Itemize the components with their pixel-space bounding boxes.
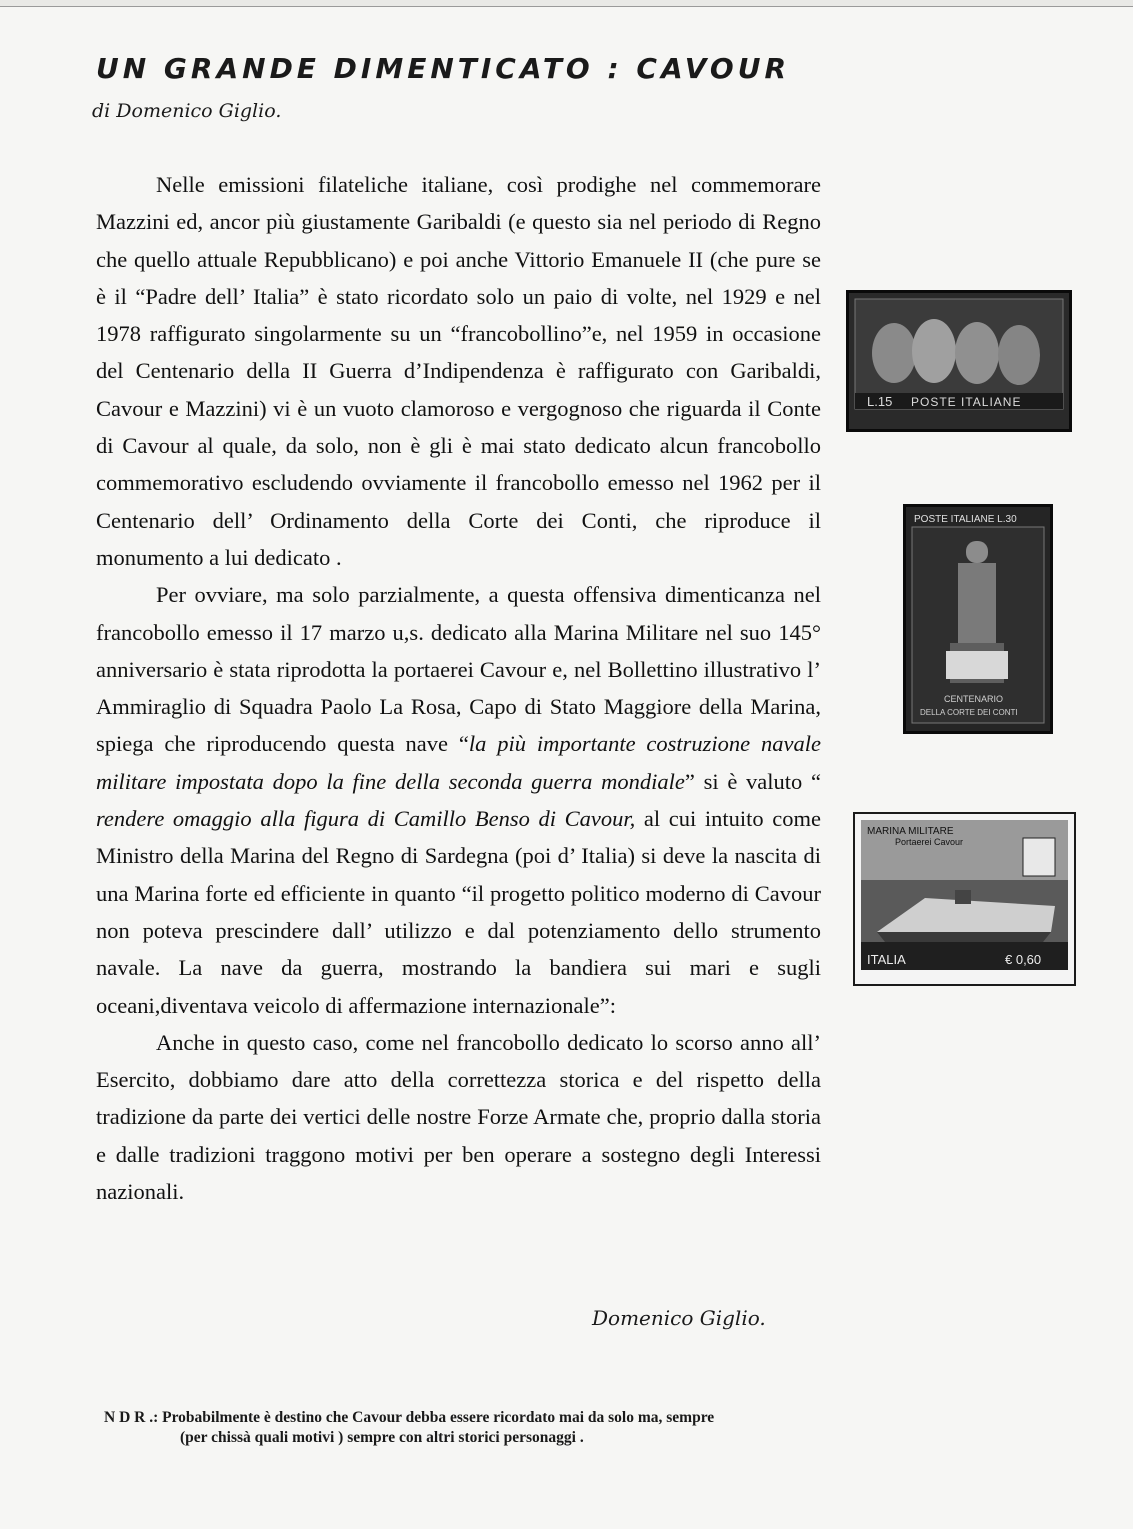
- editor-note-line-1: N D R .: Probabilmente è destino che Cavour debba essere ricordato mai da solo ma, sempre: [104, 1409, 715, 1426]
- paragraph-3: Anche in questo caso, come nel francobollo dedicato lo scorso anno all’ Esercito, dobbiamo dare atto della correttezza storica e del rispetto della tradizione da parte dei vertici delle nostre Forze Armate che, proprio dalla storia e dalle tradizioni traggono motivi per ben operare a sostegno degli Interessi nazionali.: [96, 1029, 821, 1205]
- stamp-2-footer-2: DELLA CORTE DEI CONTI: [920, 708, 1018, 717]
- editor-note: [104, 1408, 904, 1448]
- stamp-1-country: POSTE ITALIANE: [911, 395, 1022, 409]
- portraits-stamp: [846, 290, 1072, 432]
- stamp-1-value: L.15: [867, 394, 893, 409]
- paragraph-2-part-c: al cui intuito come Ministro della Marina del Regno di Sardegna (poi d’ Italia) si deve la nascita di una Marina forte ed efficiente in quanto “il progetto politico moderno di Cavour non poteva prescindere dall’ utilizzo e dal potenziamento dello strumento navale. La nave da guerra, mostrando la bandiera sui mari e sugli oceani,diventava veicolo di affermazione internazionale”:: [96, 806, 821, 1018]
- stamp-3-header-1: MARINA MILITARE: [867, 826, 954, 837]
- paragraph-1: Nelle emissioni filateliche italiane, così prodighe nel commemorare Mazzini ed, ancor più giustamente Garibaldi (e questo sia nel periodo di Regno che quello attuale Repubblicano) e poi anche Vittorio Emanuele II (che pure se è il “Padre dell’ Italia” è stato ricordato solo un paio di volte, nel 1929 e nel 1978 raffigurato singolarmente su un “francobollino”e, nel 1959 in occasione del Centenario della II Guerra d’Indipendenza è raffigurato con Garibaldi, Cavour e Mazzini) vi è un vuoto clamoroso e vergognoso che riguarda il Conte di Cavour al quale, da solo, non è gli è mai stato dedicato alcun francobollo commemorativo escludendo ovviamente il francobollo emesso nel 1962 per il Centenario dell’ Ordinamento della Corte dei Conti, che riproduce il monumento a lui dedicato .: [96, 172, 821, 570]
- stamp-3-country: ITALIA: [867, 952, 906, 967]
- article-byline: di Domenico Giglio.: [92, 100, 282, 122]
- paragraph-2: [96, 576, 821, 1024]
- article-title: UN GRANDE DIMENTICATO : CAVOUR: [96, 52, 791, 85]
- paragraph-2-part-b: ” si è valuto “: [684, 768, 821, 794]
- editor-note-line-2: (per chissà quali motivi ) sempre con altri storici personaggi .: [180, 1429, 584, 1446]
- aircraft-carrier-stamp: [853, 812, 1076, 986]
- page-top-edge: [0, 0, 1133, 7]
- stamp-2-header: POSTE ITALIANE L.30: [914, 514, 1017, 525]
- paragraph-2-quote-2: rendere omaggio alla figura di Camillo Benso di Cavour,: [96, 806, 636, 832]
- paragraph-2-quote-1: la più importante costruzione navale militare impostata dopo la fine della seconda guerra mondiale: [96, 731, 822, 794]
- monument-stamp: [903, 504, 1053, 734]
- stamp-3-header-2: Portaerei Cavour: [895, 837, 964, 847]
- stamp-3-value: € 0,60: [1005, 952, 1042, 967]
- paragraph-2-part-a: Per ovviare, ma solo parzialmente, a questa offensiva dimenticanza nel francobollo emesso il 17 marzo u,s. dedicato alla Marina Militare nel suo 145° anniversario è stata riprodotta la portaerei Cavour e, nel Bollettino illustrativo l’ Ammiraglio di Squadra Paolo La Rosa, Capo di Stato Maggiore della Marina, spiega che riproducendo questa nave “: [96, 582, 821, 757]
- stamp-2-footer-1: CENTENARIO: [944, 694, 1004, 704]
- article-body: [96, 166, 821, 1210]
- signature: Domenico Giglio.: [592, 1306, 766, 1330]
